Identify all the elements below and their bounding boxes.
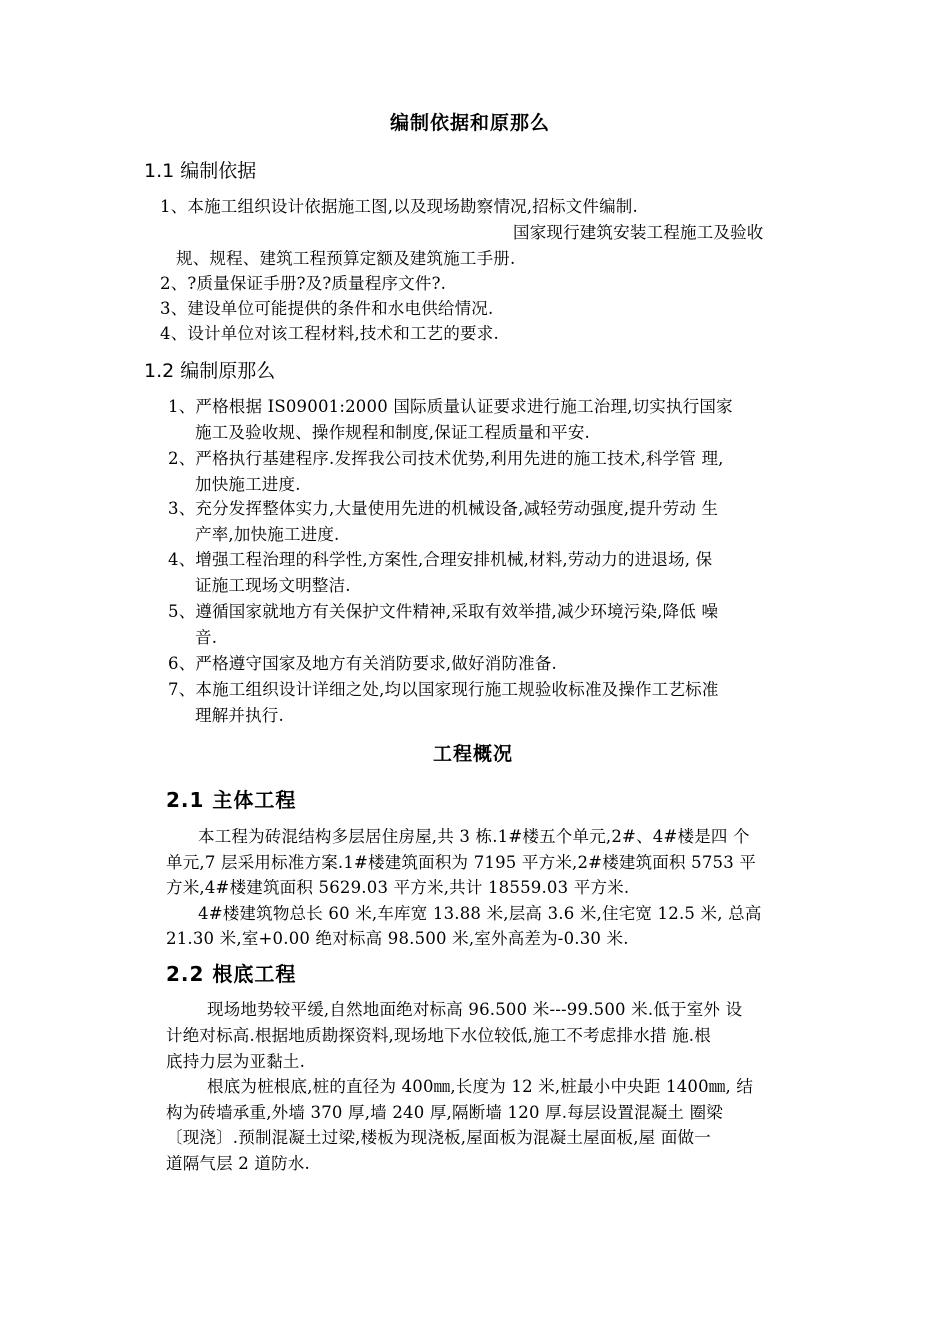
paragraph-line: 计绝对标高.根据地质勘探资料,现场地下水位较低,施工不考虑排水措 施.根	[166, 1026, 711, 1045]
heading-2-1: 2.1 主体工程	[166, 788, 297, 812]
list-item: 4、增强工程治理的科学性,方案性,合理安排机械,材料,劳动力的进退场, 保	[168, 550, 713, 569]
paragraph-line: 根底为桩根底,桩的直径为 400㎜,长度为 12 米,桩最小中央距 1400㎜, 结	[207, 1077, 754, 1096]
paragraph-line: 底持力层为亚黏土.	[166, 1052, 306, 1071]
list-item: 3、充分发挥整体实力,大量使用先进的机械设备,减轻劳动强度,提升劳动 生	[168, 499, 719, 518]
list-item: 施工及验收规、操作规程和制度,保证工程质量和平安.	[195, 423, 590, 442]
paragraph-line: 〔现浇〕.预制混凝土过梁,楼板为现浇板,屋面板为混凝土屋面板,屋 面做一	[166, 1128, 711, 1147]
list-item: 加快施工进度.	[195, 475, 301, 494]
list-item: 1、严格根据 IS09001:2000 国际质量认证要求进行施工治理,切实执行国家	[168, 397, 733, 416]
list-item: 3、建设单位可能提供的条件和水电供给情况.	[160, 299, 494, 318]
list-item: 2、严格执行基建程序.发挥我公司技术优势,利用先进的施工技术,科学管 理,	[168, 449, 724, 468]
list-item: 1、本施工组织设计依据施工图,以及现场勘察情况,招标文件编制.	[160, 197, 638, 216]
paragraph-line: 现场地势较平缓,自然地面绝对标高 96.500 米---99.500 米.低于室外 设	[207, 1000, 743, 1019]
paragraph-line: 21.30 米,室+0.00 绝对标高 98.500 米,室外高差为-0.30 米.	[166, 929, 629, 948]
section1-title: 编制依据和原那么	[390, 112, 551, 134]
heading-1-1: 1.1 编制依据	[144, 160, 257, 182]
list-item: 音.	[195, 628, 218, 647]
list-item: 2、?质量保证手册?及?质量程序文件?.	[160, 274, 447, 293]
list-item: 4、设计单位对该工程材料,技术和工艺的要求.	[160, 324, 499, 343]
paragraph-line: 4#楼建筑物总长 60 米,车库宽 13.88 米,层高 3.6 米,住宅宽 12.5 米, 总高	[198, 904, 762, 923]
list-item: 规、规程、建筑工程预算定额及建筑施工手册.	[176, 249, 516, 268]
list-item: 5、遵循国家就地方有关保护文件精神,采取有效举措,减少环境污染,降低 噪	[168, 602, 719, 621]
paragraph-line: 本工程为砖混结构多层居住房屋,共 3 栋.1#楼五个单元,2#、4#楼是四 个	[198, 827, 750, 846]
paragraph-line: 构为砖墙承重,外墙 370 厚,墙 240 厚,隔断墙 120 厚.每层设置混凝土 圈梁	[166, 1103, 723, 1122]
section2-title: 工程概况	[433, 743, 514, 765]
list-item: 6、严格遵守国家及地方有关消防要求,做好消防准备.	[168, 654, 557, 673]
list-item: 证施工现场文明整洁.	[195, 576, 351, 595]
paragraph-line: 方米,4#楼建筑面积 5629.03 平方米,共计 18559.03 平方米.	[166, 878, 630, 897]
paragraph-line: 单元,7 层采用标准方案.1#楼建筑面积为 7195 平方米,2#楼建筑面积 5753 平	[166, 853, 757, 872]
list-item: 产率,加快施工进度.	[195, 525, 340, 544]
list-item: 国家现行建筑安装工程施工及验收	[513, 223, 764, 242]
paragraph-line: 道隔气层 2 道防水.	[166, 1154, 310, 1173]
heading-1-2: 1.2 编制原那么	[144, 360, 276, 382]
list-item: 7、本施工组织设计详细之处,均以国家现行施工规验收标准及操作工艺标准	[168, 680, 719, 699]
heading-2-2: 2.2 根底工程	[166, 962, 297, 986]
list-item: 理解并执行.	[195, 706, 284, 725]
